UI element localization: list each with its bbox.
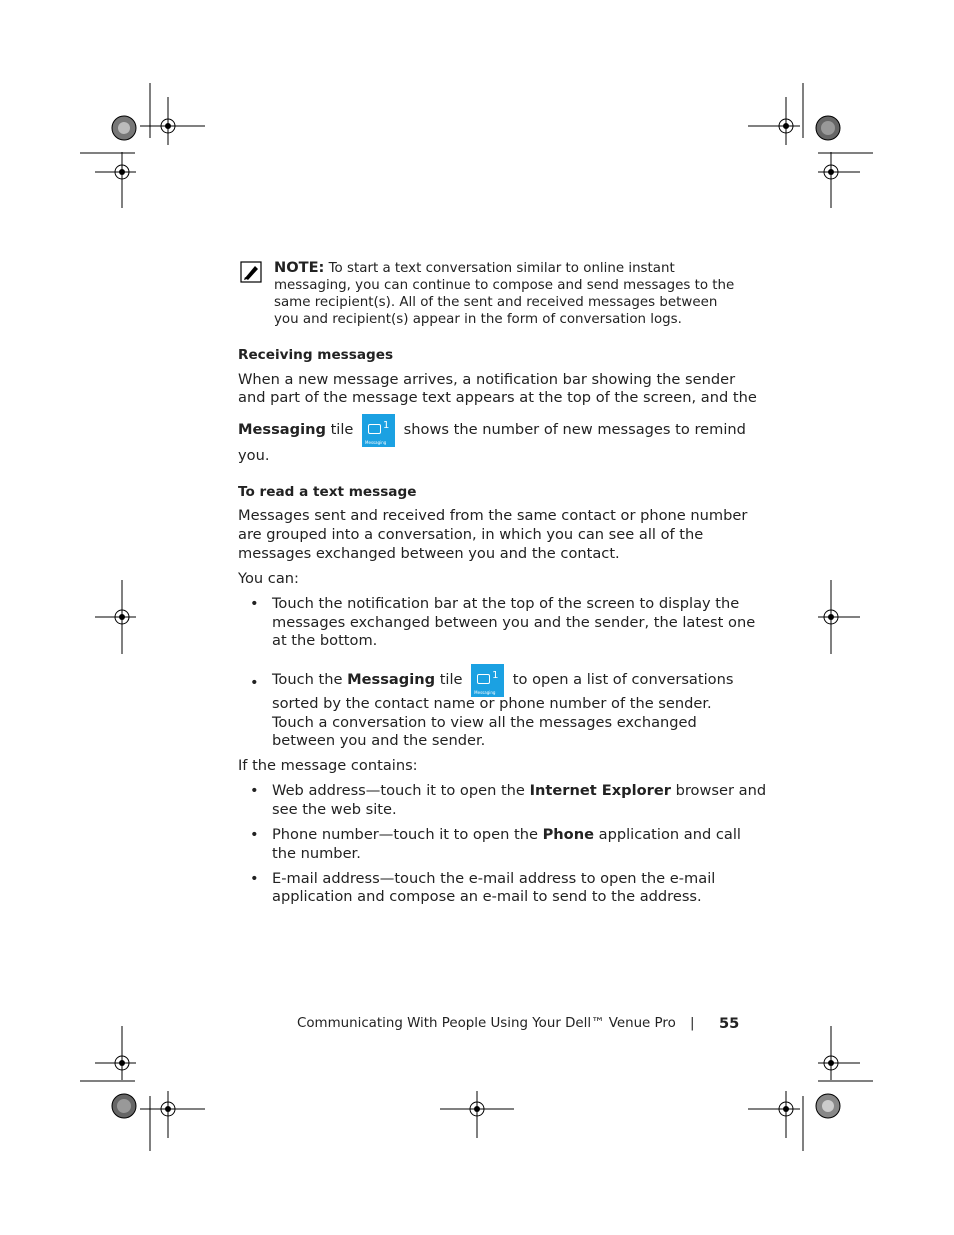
- read-para-line1: Messages sent and received from the same contact or phone number: [238, 507, 748, 524]
- read-para-line2: are grouped into a conversation, in which you can see all of the: [238, 526, 704, 543]
- bullet-marker: •: [250, 826, 259, 843]
- crop-marks-top: [0, 0, 954, 220]
- you-can-label: You can:: [238, 570, 299, 587]
- chat-bubble-icon: [368, 424, 381, 434]
- footer-title: Communicating With People Using Your Dell™ Venue Pro: [297, 1016, 676, 1031]
- receiving-last-line: you.: [238, 447, 270, 464]
- bullet4-post: application and call: [598, 826, 741, 843]
- bullet2-line3: Touch a conversation to view all the messages exchanged: [272, 714, 697, 731]
- bullet4-line2: the number.: [272, 845, 361, 862]
- bullet1-line3: at the bottom.: [272, 632, 378, 649]
- tile-post-text: shows the number of new messages to remind: [403, 421, 746, 438]
- bullet2-line2: sorted by the contact name or phone number of the sender.: [272, 695, 712, 712]
- bullet3-bold: Internet Explorer: [529, 782, 671, 799]
- bullet1-line2: messages exchanged between you and the sender, the latest one: [272, 614, 756, 631]
- bullet4-pre: Phone number—touch it to open the: [272, 826, 538, 843]
- messaging-bold-label: Messaging: [238, 421, 326, 438]
- messaging-tile-icon: [362, 414, 395, 447]
- note-text: To start a text conversation similar to online instant messaging, you can continue to compose and send messages to the same recipient(s). All of the sent and received messages between you and recipient(s) appear in the form of conversation logs.: [274, 261, 735, 327]
- footer-separator: |: [690, 1016, 695, 1031]
- messaging-tile-icon: [471, 664, 504, 697]
- bullet2-bold: Messaging: [347, 671, 436, 688]
- bullet4-bold: Phone: [542, 826, 594, 843]
- tile-count: 1: [383, 419, 390, 431]
- page-number: 55: [719, 1015, 740, 1032]
- bullet3-pre: Web address—touch it to open the: [272, 782, 525, 799]
- note-block: [274, 259, 736, 328]
- bullet4-line1: [272, 826, 741, 845]
- tile-count: 1: [492, 669, 499, 681]
- bullet-marker: •: [250, 870, 259, 887]
- bullet2-pre: Touch the: [272, 671, 343, 688]
- section-heading-read: To read a text message: [238, 484, 417, 500]
- tile-caption: Messaging: [474, 689, 496, 695]
- receiving-tile-line: [238, 412, 746, 448]
- bullet-marker: •: [250, 595, 259, 612]
- note-pencil-icon: [240, 261, 262, 283]
- bullet2-tile-word: tile: [439, 671, 463, 688]
- receiving-para-line2: and part of the message text appears at the top of the screen, and the: [238, 389, 757, 406]
- bullet2-tile-line: [272, 662, 733, 698]
- bullet-marker: •: [250, 674, 259, 691]
- section-heading-receiving: Receiving messages: [238, 347, 394, 363]
- tile-word: tile: [330, 421, 354, 438]
- read-para-line3: messages exchanged between you and the contact.: [238, 545, 620, 562]
- bullet5-line1: E-mail address—touch the e-mail address to open the e-mail: [272, 870, 716, 887]
- bullet1-line1: Touch the notification bar at the top of the screen to display the: [272, 595, 740, 612]
- bullet3-post: browser and: [675, 782, 767, 799]
- bullet-marker: •: [250, 782, 259, 799]
- chat-bubble-icon: [477, 674, 490, 684]
- crop-marks-bottom: [0, 1020, 954, 1160]
- bullet2-line4: between you and the sender.: [272, 732, 486, 749]
- bullet2-post: to open a list of conversations: [512, 671, 734, 688]
- if-contains-label: If the message contains:: [238, 757, 418, 774]
- tile-caption: Messaging: [365, 439, 387, 445]
- note-label: NOTE:: [274, 259, 325, 276]
- bullet3-line1: [272, 782, 766, 801]
- bullet3-line2: see the web site.: [272, 801, 397, 818]
- receiving-para-line1: When a new message arrives, a notification bar showing the sender: [238, 371, 736, 388]
- bullet5-line2: application and compose an e-mail to send to the address.: [272, 888, 702, 905]
